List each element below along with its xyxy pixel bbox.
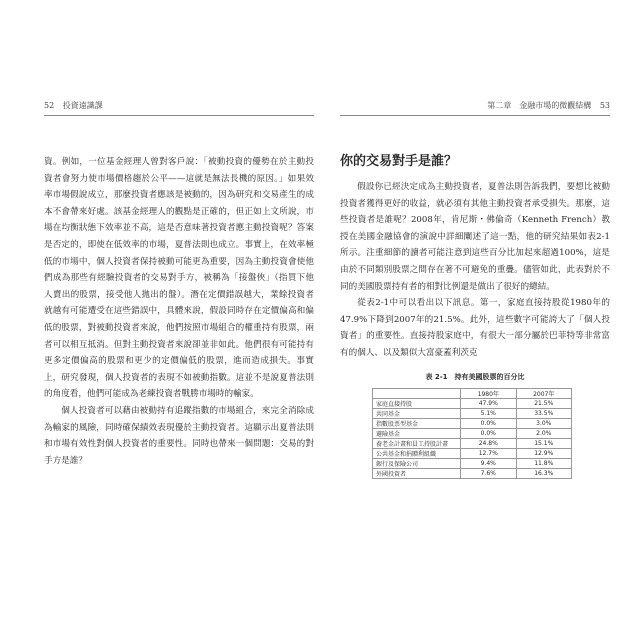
table-row	[373, 428, 572, 438]
table-cell-2007: 33.5%	[516, 408, 572, 418]
right-body	[340, 179, 610, 362]
table-cell-category: 外國投資者	[373, 468, 461, 478]
right-paragraph-1: 假設你已經決定成為主動投資者，夏普法則告訴我們，要想比被動投資者獲得更好的收益，就必須有其他主動投資者承受損失。那麼，這些投資者是誰呢？2008年，肯尼斯・佛倫奇（Kenneth French）教授在美國金融協會的演說中詳細闡述了這一點，他的研究結果如表2-1所示。注重細節的讀者可能注意到這些百分比加起來超過100%，這是由於不同類別股票之間存在著不可避免的重疊。儘管如此，此表對於不同的美國股票持有者的相對比例還是做出了很好的總結。	[340, 182, 610, 292]
table-cell-2007: 12.9%	[516, 448, 572, 458]
table-cell-1980: 47.9%	[461, 398, 516, 408]
left-body	[44, 154, 314, 469]
right-running-head: 第二章 金融市場的微觀結構	[487, 101, 592, 110]
table-cell-1980: 0.0%	[461, 428, 516, 438]
table-header-cell	[373, 388, 461, 398]
table-cell-category: 避險基金	[373, 428, 461, 438]
right-page-number: 53	[599, 101, 610, 110]
left-page-number: 52	[44, 101, 55, 110]
table-cell-1980: 24.8%	[461, 438, 516, 448]
table-row	[373, 448, 572, 458]
ownership-table	[372, 388, 572, 479]
left-page	[44, 100, 314, 550]
table-cell-1980: 7.6%	[461, 468, 516, 478]
table-cell-2007: 21.5%	[516, 398, 572, 408]
table-header-cell: 2007年	[516, 388, 572, 398]
table-row	[373, 458, 572, 468]
left-header-rule	[44, 115, 314, 116]
right-page	[340, 100, 610, 550]
table-cell-2007: 2.0%	[516, 428, 572, 438]
table-cell-category: 公共基金和捐贈利組織	[373, 448, 461, 458]
table-cell-1980: 0.0%	[461, 418, 516, 428]
right-paragraph-2: 從表2-1中可以看出以下訊息。第一，家庭直接持股從1980年的47.9%下降到2007年的21.5%。此外，這些數字可能誇大了「個人投資者」的重要性。直接持股家庭中，有很大一部分屬於巴菲特等非常富有的個人、以及類似大富豪蓋利茨克	[340, 298, 610, 358]
left-running-head: 投資遠識課	[62, 101, 103, 110]
table-cell-category: 家庭直接持股	[373, 398, 461, 408]
table-row	[373, 408, 572, 418]
table-cell-2007: 3.0%	[516, 418, 572, 428]
table-header-row	[373, 388, 572, 398]
right-header-rule	[340, 115, 610, 116]
table-cell-category: 指數股票型基金	[373, 418, 461, 428]
left-page-header	[44, 100, 314, 112]
table-row	[373, 418, 572, 428]
left-paragraph-2: 個人投資者可以藉由被動持有追蹤指數的市場組合，來完全消除成為輸家的風險，同時確保績效表現優於主動投資者。這顯示出夏普法則和市場有效性對個人投資者的重要性。同時也帶來一個問題：交易的對手方是誰？	[44, 405, 314, 466]
table-row	[373, 398, 572, 408]
table-row	[373, 438, 572, 448]
table-caption: 表 2-1 持有美國股票的百分比	[425, 372, 525, 381]
table-row	[373, 468, 572, 478]
table-cell-1980: 9.4%	[461, 458, 516, 468]
table-cell-1980: 12.7%	[461, 448, 516, 458]
table-cell-category: 銀行及保險公司	[373, 458, 461, 468]
left-paragraph-1: 資。例如，一位基金經理人曾對客戶說：「被動投資的優勢在於主動投資者會努力使市場價格趨於公平——這就是無法長機的原因。」如果效率市場假說成立，那麼投資者應該是被動的，因為研究和交易產生的成本不會帶來好處。該基金經理人的觀點是正確的，但正如上文所說，市場在均衡狀態下效率並不高，這是否意味著投資者應主動投資呢？答案是否定的，即使在低效率的市場，夏普法則也成立。事實上，在效率極低的市場中，個人投資者保持被動可能更為重要，因為主動投資會使他們成為那些有經驗投資者的交易對手方，被稱為「接盤俠」（指買下他人賣出的股票，接受他人拋出的盤）。潛在定價錯誤越大，業餘投資者就越有可能遭受在這些錯誤中，具體來說，假設同時存在定價偏高和偏低的股票，對被動投資者來說，他們按照市場組合的權重持有股票，兩者可以相互抵消。但對主動投資者來說卻並非如此。他們很有可能持有更多定價偏高的股票和更少的定價偏低的股票，進而造成損失。事實上，研究發現，個人投資者的表現不如被動指數。這並不是說夏普法則的角度看，他們可能成為老練投資者戰勝市場時的輸家。	[44, 157, 314, 400]
table-cell-category: 養老金計畫和員工持股計畫	[373, 438, 461, 448]
right-page-header	[340, 100, 610, 112]
table-cell-2007: 11.8%	[516, 458, 572, 468]
table-cell-category: 共同基金	[373, 408, 461, 418]
table-cell-2007: 16.3%	[516, 468, 572, 478]
table-cell-2007: 15.1%	[516, 438, 572, 448]
table-cell-1980: 5.1%	[461, 408, 516, 418]
section-title: 你的交易對手是誰？	[340, 154, 458, 169]
table-header-cell: 1980年	[461, 388, 516, 398]
